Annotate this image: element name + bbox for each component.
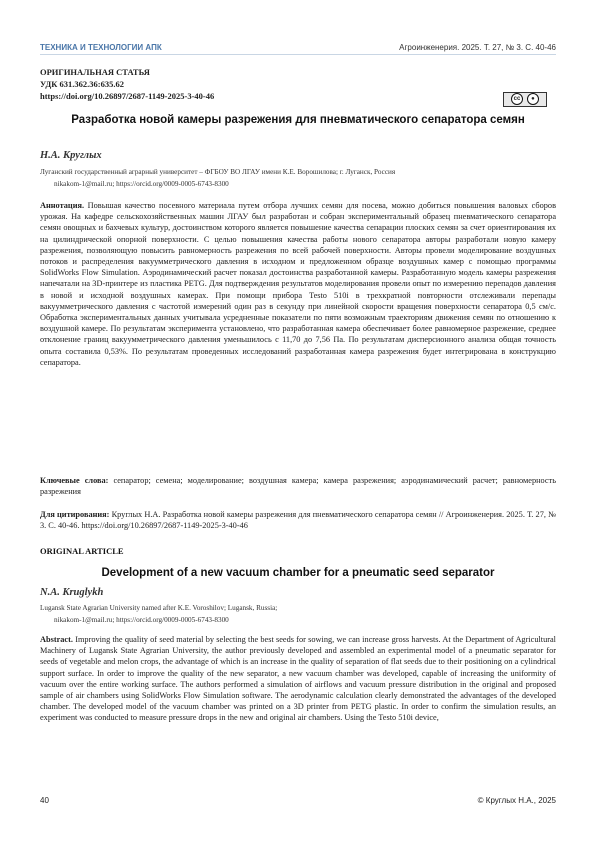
keywords-label-ru: Ключевые слова: bbox=[40, 476, 109, 485]
abstract-en bbox=[40, 634, 556, 782]
citation-label-ru: Для цитирования: bbox=[40, 510, 110, 519]
abstract-text-en: Improving the quality of seed material by selecting the best seeds for sowing, we can increase gross harvests. At the Department of Agricultural Machinery of Lugansk State Agrarian University, the author previously developed and assembled an experimental model of a pneumatic separator for seeds of vegetable and melon crops, the advantage of which is an increase in the quality of separation of flat seeds due to their positioning on a cylindrical support surface. In order to improve the quality of the new separator, a new vacuum chamber was developed, capable of increasing the uniformity of vacuum over the entire working surface. The authors performed a simulation of airflows and vacuum pressure distribution in the original and proposed sample of air chambers using SolidWorks Flow Simulation software. The aerodynamic calculation clearly demonstrated the advantages of the developed chamber. The developed model of the vacuum chamber was printed on a 3D printer from PETG plastic. In order to confirm the simulation results, an experiment was conducted to measure pressure drops in the new and original air chambers. Using the Testo 510i device, bbox=[40, 635, 556, 723]
article-title-ru: Разработка новой камеры разрежения для пневматического сепаратора семян bbox=[71, 114, 525, 126]
journal-name: ТЕХНИКА И ТЕХНОЛОГИИ АПК bbox=[40, 43, 162, 52]
article-meta bbox=[40, 66, 440, 102]
citation-text-ru: Круглых Н.А. Разработка новой камеры разрежения для пневматического сепаратора семян // Агроинженерия. 2025. Т. 27, № 3. С. 40-46. https://doi.org/10.26897/2687-1149-2025-3-40-46 bbox=[40, 510, 556, 531]
article-type-en: ORIGINAL ARTICLE bbox=[40, 546, 124, 556]
by-icon: ● bbox=[527, 93, 539, 105]
article-type: ОРИГИНАЛЬНАЯ СТАТЬЯ bbox=[40, 67, 150, 77]
abstract-text-ru: Повышая качество посевного материала путем отбора лучших семян для посева, можно добиться повышения валовых сборов урожая. На кафедре сельскохозяйственных машин ЛГАУ был разработан и собран экспериментальный образец пневматического сепаратора семян овощных и бахчевых культур, достоинством которого является повышение качества сепарации плоских семян за счет ориентирования их на цилиндрической опорной поверхности. С целью повышения качества работы нового сепаратора авторы разработали новую камеру разрежения, позволяющую повысить равномерность разрежения по всей рабочей поверхности. Авторы провели моделирование воздушных потоков и распределения вакуумметрического давления в исходном и предложенном образце воздушных камер с помощью программы SolidWorks Flow Simulation. Аэродинамический расчет показал достоинства разработанной камеры. Разработанную модель камеры разрежения напечатали на 3D-принтере из пластика PETG. Для подтверждения результатов моделирования провели опыт по измерению перепадов давления в новой и исходной воздушных камерах. При помощи прибора Testo 510i в трехкратной повторности отслеживали перепады вакуумметрического давления с частотой измерений один раз в секунду при линейной скорости вращения поверхности сепаратора 0,5 см/с. Обработка экспериментальных данных учитывала усредненные показатели по пяти возможным траекториям движения семян по отношению к воздушной камере. По результатам эксперимента установлено, что разработанная камера обеспечивает более равномерное разрежение, среднее отклонение границ вакуумметрического давления уменьшилось с 11,70 до 7,56 Па. По результатам дисперсионного анализа общая точность опыта составила 0,53%. По результатам проведенных исследований разработанная камера разрежения будет интегрирована в конструкцию сепаратора. bbox=[40, 201, 556, 367]
contact-en[interactable]: nikakom-1@mail.ru; https://orcid.org/0009-0005-6743-8300 bbox=[54, 616, 229, 624]
author-name-en: N.A. Kruglykh bbox=[40, 587, 104, 598]
journal-reference: Агроинженерия. 2025. Т. 27, № 3. С. 40-46 bbox=[399, 43, 556, 52]
cc-license-badge[interactable] bbox=[503, 92, 547, 107]
abstract-label-ru: Аннотация. bbox=[40, 201, 85, 210]
article-title-en: Development of a new vacuum chamber for a pneumatic seed separator bbox=[101, 567, 495, 579]
affiliation-ru bbox=[40, 166, 556, 190]
contact-ru[interactable]: nikakom-1@mail.ru; https://orcid.org/0009-0005-6743-8300 bbox=[54, 180, 229, 188]
keywords-ru bbox=[40, 475, 556, 497]
affiliation-text: Lugansk State Agrarian University named after K.E. Voroshilov; Lugansk, Russia; bbox=[40, 604, 278, 612]
citation-ru bbox=[40, 509, 556, 531]
abstract-ru bbox=[40, 200, 556, 468]
udk-code: УДК 631.362.36:635.62 bbox=[40, 79, 124, 89]
doi-link[interactable]: https://doi.org/10.26897/2687-1149-2025-3-40-46 bbox=[40, 91, 215, 101]
page-footer bbox=[40, 796, 556, 810]
copyright: © Круглых Н.А., 2025 bbox=[477, 796, 556, 805]
keywords-text-ru: сепаратор; семена; моделирование; воздушная камера; камера разрежения; аэродинамический расчет; равномерность разрежения bbox=[40, 476, 557, 497]
abstract-label-en: Abstract. bbox=[40, 635, 73, 644]
affiliation-en bbox=[40, 602, 556, 626]
affiliation-text: Луганский государственный аграрный университет – ФГБОУ ВО ЛГАУ имени К.Е. Ворошилова; г. Луганск, Россия bbox=[40, 168, 396, 176]
running-header bbox=[40, 40, 556, 55]
page-number: 40 bbox=[40, 796, 49, 805]
author-name-ru: Н.А. Круглых bbox=[40, 150, 102, 161]
cc-icon: cc bbox=[511, 93, 523, 105]
